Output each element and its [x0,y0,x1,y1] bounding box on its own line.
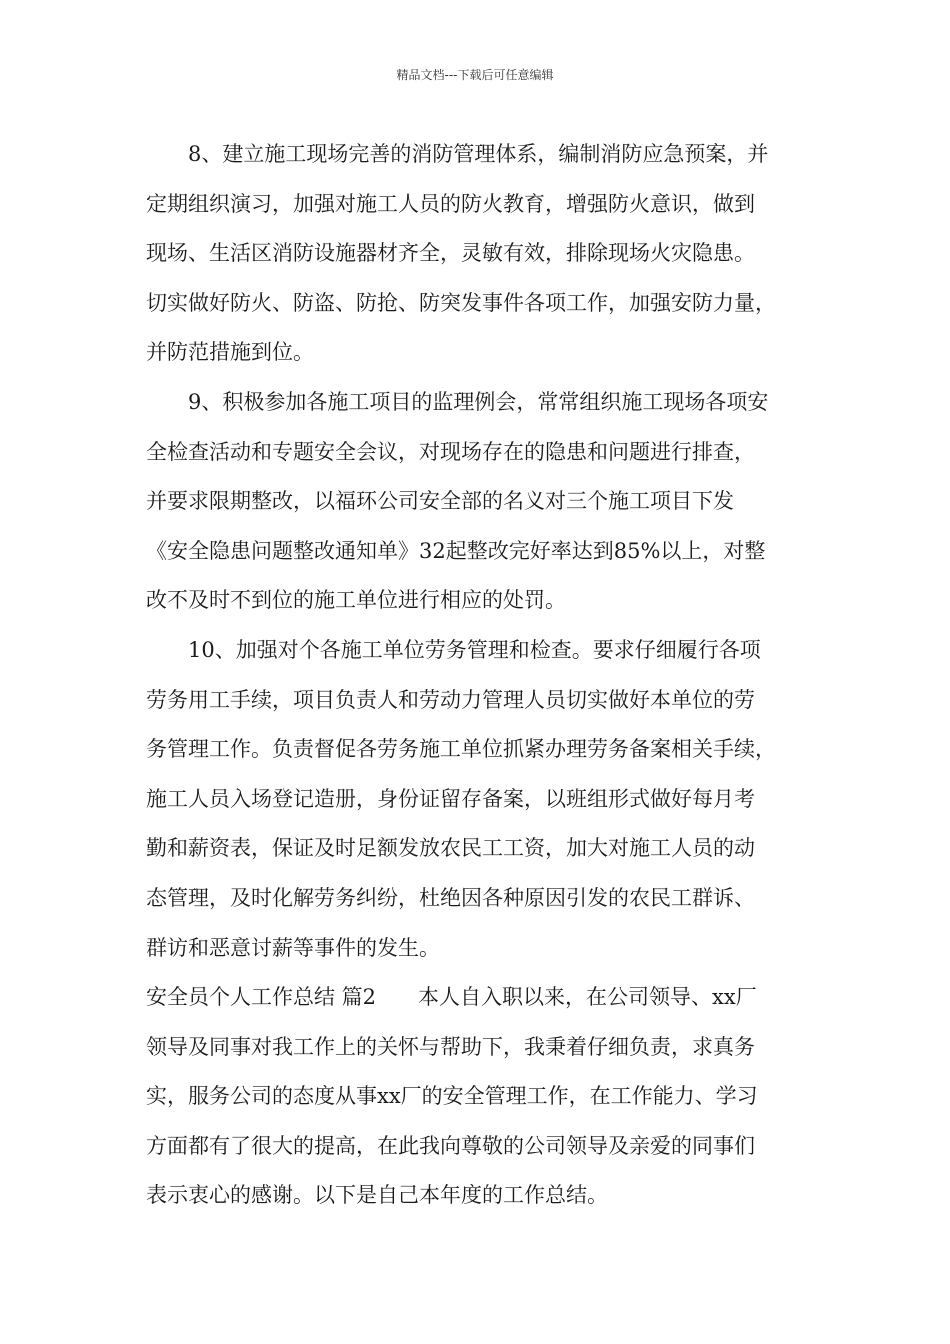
text-line: 并要求限期整改，以福环公司安全部的名义对三个施工项目下发 [146,489,734,514]
document-body [146,130,836,1221]
text-line: 勤和薪资表，保证及时足额发放农民工工资，加大对施工人员的动 [146,836,755,861]
text-line: 定期组织演习，加强对施工人员的防火教育，增强防火意识，做到 [146,191,755,216]
text-line: 10、加强对个各施工单位劳务管理和检查。要求仔细履行各项 [188,637,761,662]
text-line: 8、建立施工现场完善的消防管理体系，编制消防应急预案，并 [188,142,769,166]
text-line: 全检查活动和专题安全会议，对现场存在的隐患和问题进行排查， [146,439,755,464]
paragraph-item-10 [146,626,836,973]
text-line: 9、积极参加各施工项目的监理例会，常常组织施工现场各项安 [188,389,769,414]
text-line: 施工人员入场登记造册，身份证留存备案，以班组形式做好每月考 [146,786,755,811]
section-heading-line: 安全员个人工作总结 篇2 本人自入职以来，在公司领导、xx厂 [146,985,757,1010]
text-line: 务管理工作。负责督促各劳务施工单位抓紧办理劳务备案相关手续， [146,737,776,762]
text-line: 领导及同事对我工作上的关怀与帮助下，我秉着仔细负责，求真务 [146,1034,755,1059]
text-line: 表示衷心的感谢。以下是自己本年度的工作总结。 [146,1183,608,1208]
paragraph-summary-section-2 [146,973,836,1221]
text-line: 《安全隐患问题整改通知单》32起整改完好率达到85%以上，对整 [146,538,766,563]
text-line: 实，服务公司的态度从事xx厂的安全管理工作，在工作能力、学习 [146,1084,758,1109]
text-line: 并防范措施到位。 [146,340,314,365]
paragraph-item-8 [146,130,836,378]
paragraph-item-9 [146,378,836,626]
text-line: 群访和恶意讨薪等事件的发生。 [146,935,440,960]
text-line: 劳务用工手续，项目负责人和劳动力管理人员切实做好本单位的劳 [146,687,755,712]
text-line: 现场、生活区消防设施器材齐全，灵敏有效，排除现场火灾隐患。 [146,241,755,266]
page-header: 精品文档---下载后可任意编辑 [396,68,554,82]
text-line: 切实做好防火、防盗、防抢、防突发事件各项工作，加强安防力量， [146,290,776,315]
text-line: 态管理，及时化解劳务纠纷，杜绝因各种原因引发的农民工群诉、 [146,885,755,910]
text-line: 改不及时不到位的施工单位进行相应的处罚。 [146,588,566,613]
text-line: 方面都有了很大的提高，在此我向尊敬的公司领导及亲爱的同事们 [146,1133,755,1158]
